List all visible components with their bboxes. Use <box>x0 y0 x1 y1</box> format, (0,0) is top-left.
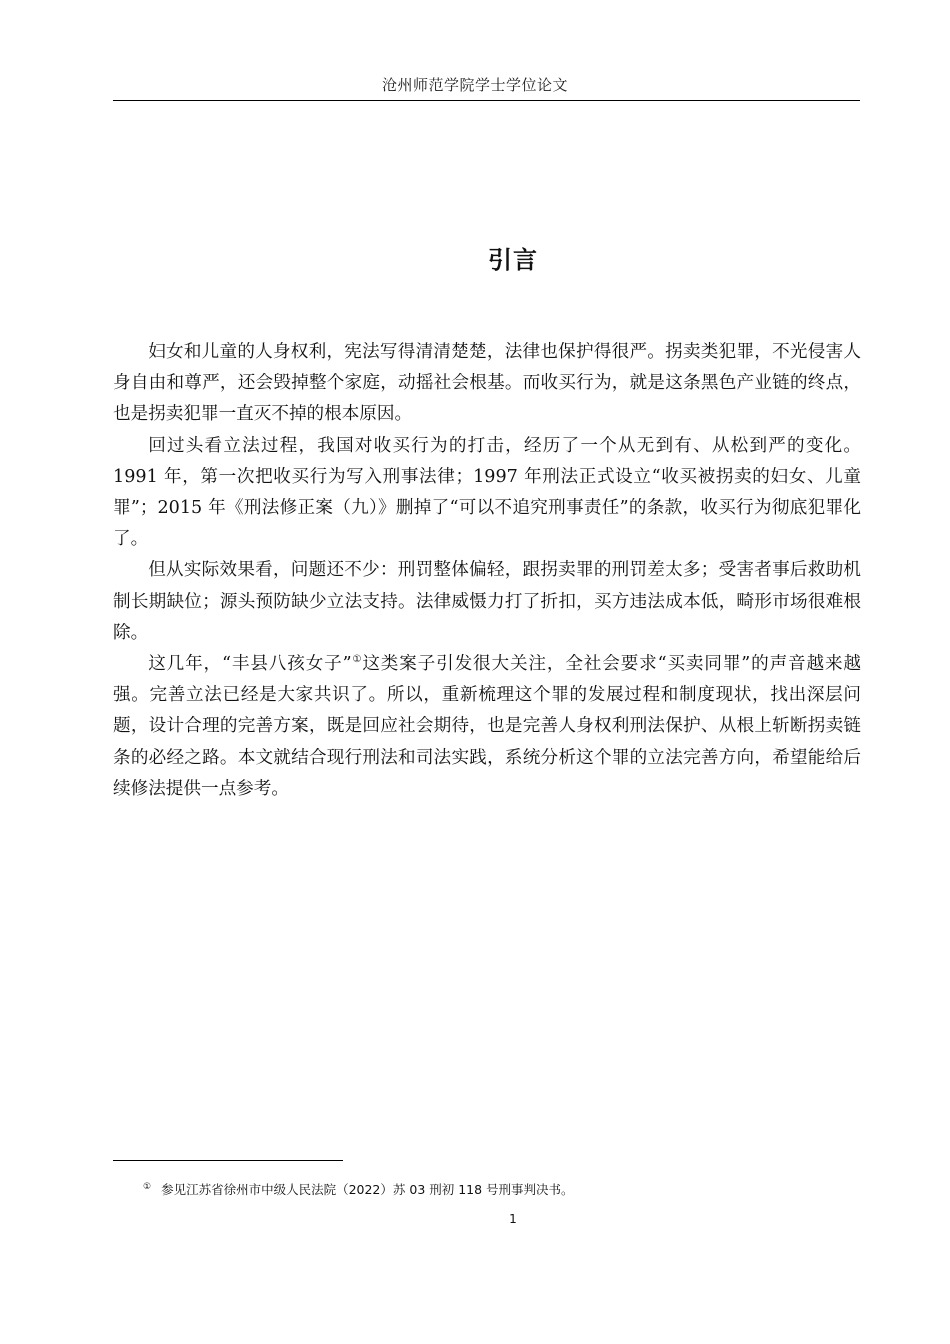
paragraph <box>113 555 861 649</box>
paragraph-text: 妇女和儿童的人身权利，宪法写得清清楚楚，法律也保护得很严。拐卖类犯罪，不光侵害人身自由和尊严，还会毁掉整个家庭，动摇社会根基。而收买行为，就是这条黑色产业链的终点，也是拐卖犯罪一直灭不掉的根本原因。 <box>113 342 861 425</box>
paragraph <box>113 337 861 431</box>
running-header: 沧州师范学院学士学位论文 <box>381 76 568 94</box>
header-rule <box>113 100 860 101</box>
paragraph-text: 回过头看立法过程，我国对收买行为的打击，经历了一个从无到有、从松到严的变化。1991 年，第一次把收买行为写入刑事法律；1997 年刑法正式设立“收买被拐卖的妇女、儿童罪”；2015 年《刑法修正案（九）》删掉了“可以不追究刑事责任”的条款，收买行为彻底犯罪化了。 <box>113 435 861 550</box>
paragraph <box>113 649 861 805</box>
footnote-reference[interactable]: ① <box>351 654 363 666</box>
section-title: 引言 <box>488 246 538 274</box>
footnote-text: 参见江苏省徐州市中级人民法院（2022）苏 03 刑初 118 号刑事判决书。 <box>161 1182 574 1197</box>
footnote-separator <box>113 1160 343 1161</box>
footnote <box>143 1180 574 1198</box>
paragraph-text: 但从实际效果看，问题还不少：刑罚整体偏轻，跟拐卖罪的刑罚差太多；受害者事后救助机制长期缺位；源头预防缺少立法支持。法律威慑力打了折扣，买方违法成本低，畸形市场很难根除。 <box>113 560 861 643</box>
body-text <box>113 337 861 805</box>
page-number: 1 <box>509 1212 517 1226</box>
paragraph <box>113 431 861 556</box>
footnote-mark: ① <box>143 1181 152 1192</box>
paragraph-text: 这几年，“丰县八孩女子” <box>148 654 352 675</box>
paragraph-text-continued: 这类案子引发很大关注，全社会要求“买卖同罪”的声音越来越强。完善立法已经是大家共识了。所以，重新梳理这个罪的发展过程和制度现状，找出深层问题，设计合理的完善方案，既是回应社会期待，也是完善人身权利刑法保护、从根上斩断拐卖链条的必经之路。本文就结合现行刑法和司法实践，系统分析这个罪的立法完善方向，希望能给后续修法提供一点参考。 <box>113 654 862 799</box>
